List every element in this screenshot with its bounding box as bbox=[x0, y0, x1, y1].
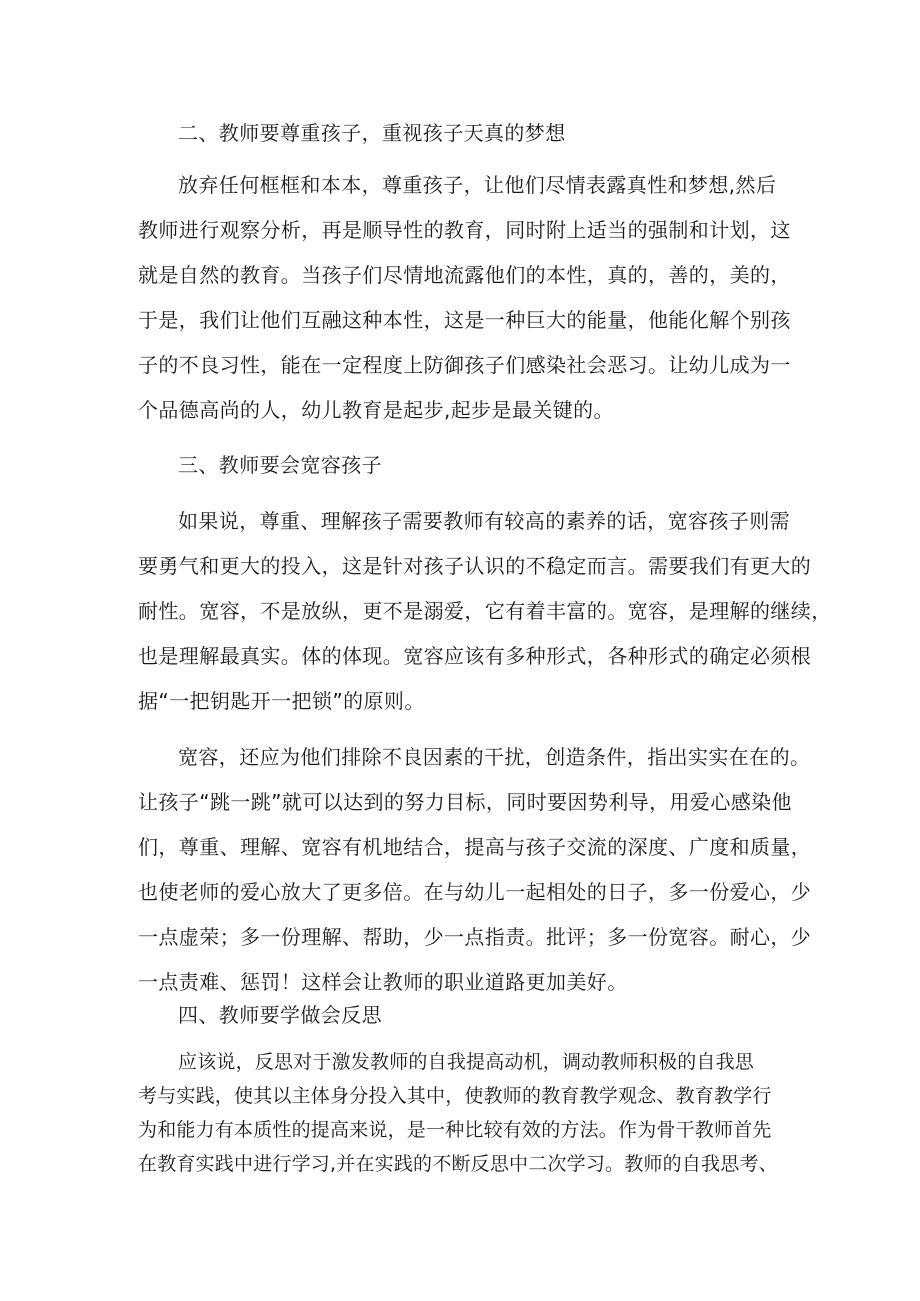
paragraph-line: 让孩子“跳一跳”就可以达到的努力目标，同时要因势利导，用爱心感染他 bbox=[138, 790, 792, 814]
paragraph-line: 要勇气和更大的投入，这是针对孩子认识的不稳定而言。需要我们有更大的 bbox=[138, 554, 812, 578]
paragraph-line: 考与实践，使其以主体身分投入其中，使教师的教育教学观念、教育教学行 bbox=[138, 1085, 772, 1107]
section-heading: 三、教师要会宽容孩子 bbox=[178, 453, 382, 477]
paragraph-line: 于是，我们让他们互融这种本性，这是一种巨大的能量，他能化解个别孩 bbox=[138, 308, 791, 332]
paragraph-line: 宽容，还应为他们排除不良因素的干扰，创造条件，指出实实在在的。 bbox=[178, 745, 811, 769]
paragraph-line: 为和能力有本质性的提高来说，是一种比较有效的方法。作为骨干教师首先 bbox=[138, 1119, 772, 1141]
section-heading: 四、教师要学做会反思 bbox=[178, 1003, 382, 1027]
paragraph-line: 耐性。宽容，不是放纵，更不是溺爱，它有着丰富的。宽容，是理解的继续， bbox=[138, 599, 832, 623]
paragraph-line: 放弃任何框框和本本，尊重孩子，让他们尽情表露真性和梦想,然后 bbox=[178, 173, 777, 197]
paragraph-line: 子的不良习性，能在一定程度上防御孩子们感染社会恶习。让幼儿成为一 bbox=[138, 353, 791, 377]
section-heading: 二、教师要尊重孩子，重视孩子天真的梦想 bbox=[178, 121, 566, 145]
paragraph-line: 如果说，尊重、理解孩子需要教师有较高的素养的话，宽容孩子则需 bbox=[178, 509, 790, 533]
paragraph-line: 也使老师的爱心放大了更多倍。在与幼儿一起相处的日子，多一份爱心，少 bbox=[138, 880, 812, 904]
paragraph-line: 应该说，反思对于激发教师的自我提高动机，调动教师积极的自我思 bbox=[178, 1051, 755, 1073]
paragraph-line: 也是理解最真实。体的体现。宽容应该有多种形式，各种形式的确定必须根 bbox=[138, 644, 812, 668]
paragraph-line: 一点责难、惩罚！这样会让教师的职业道路更加美好。 bbox=[138, 970, 628, 994]
paragraph-line: 就是自然的教育。当孩子们尽情地流露他们的本性，真的，善的，美的， bbox=[138, 263, 791, 287]
paragraph-line: 教师进行观察分析，再是顺导性的教育，同时附上适当的强制和计划，这 bbox=[138, 218, 791, 242]
paragraph-line: 个品德高尚的人，幼儿教育是起步,起步是最关键的。 bbox=[138, 398, 614, 422]
paragraph-line: 据“一把钥匙开一把锁”的原则。 bbox=[138, 689, 425, 713]
paragraph-line: 一点虚荣；多一份理解、帮助，少一点指责。批评；多一份宽容。耐心，少 bbox=[138, 925, 812, 949]
paragraph-line: 在教育实践中进行学习,并在实践的不断反思中二次学习。教师的自我思考、 bbox=[138, 1153, 778, 1175]
paragraph-line: 们，尊重、理解、宽容有机地结合，提高与孩子交流的深度、广度和质量， bbox=[138, 835, 812, 859]
